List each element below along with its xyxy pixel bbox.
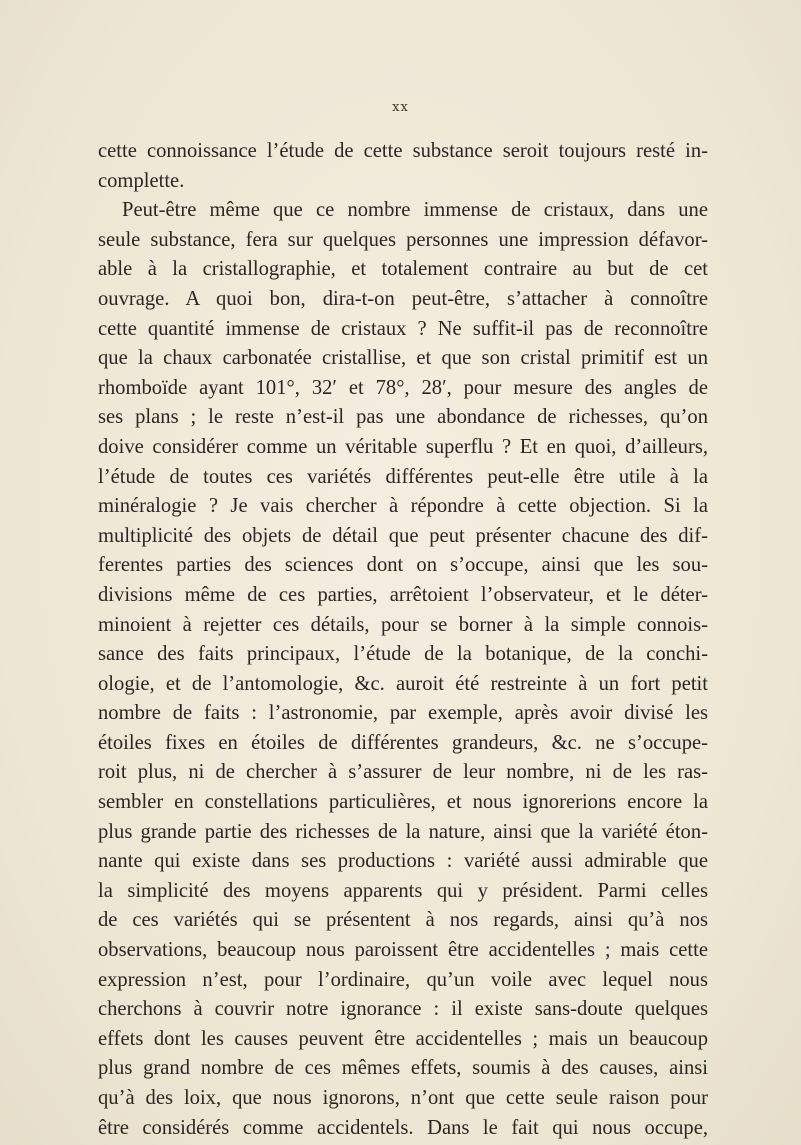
text-line: la simplicité des moyens apparents qui y président. Parmi celles xyxy=(98,879,708,902)
body-text xyxy=(98,137,708,1143)
text-line: able à la cristallographie, et totalement contraire au but de cet xyxy=(98,258,708,281)
text-line: roit plus, ni de chercher à s’assurer de leur nombre, ni de les ras- xyxy=(98,761,708,784)
text-line: divisions même de ces parties, arrêtoient l’observateur, et le déter- xyxy=(98,583,708,606)
text-line: cette quantité immense de cristaux ? Ne suffit-il pas de reconnoître xyxy=(98,317,708,340)
text-line: ses plans ; le reste n’est-il pas une abondance de richesses, qu’on xyxy=(98,406,708,429)
text-line: être considérés comme accidentels. Dans le fait qui nous occupe, xyxy=(98,1116,708,1139)
text-line: nante qui existe dans ses productions : variété aussi admirable que xyxy=(98,850,708,873)
text-line: plus grand nombre de ces mêmes effets, soumis à des causes, ainsi xyxy=(98,1057,708,1080)
text-line: l’étude de toutes ces variétés différentes peut-elle être utile à la xyxy=(98,465,708,488)
text-line: observations, beaucoup nous paroissent être accidentelles ; mais cette xyxy=(98,939,708,962)
text-line: rhomboïde ayant 101°, 32′ et 78°, 28′, pour mesure des angles de xyxy=(98,376,708,399)
text-line: multiplicité des objets de détail que peut présenter chacune des dif- xyxy=(98,524,708,547)
text-line: minéralogie ? Je vais chercher à répondre à cette objection. Si la xyxy=(98,495,708,518)
text-line: qu’à des loix, que nous ignorons, n’ont que cette seule raison pour xyxy=(98,1087,708,1109)
text-line: cette connoissance l’étude de cette substance seroit toujours resté in- xyxy=(98,140,708,162)
text-line: plus grande partie des richesses de la nature, ainsi que la variété éton- xyxy=(98,820,708,843)
text-line: effets dont les causes peuvent être accidentelles ; mais un beaucoup xyxy=(98,1027,708,1050)
text-line: minoient à rejetter ces détails, pour se borner à la simple connois- xyxy=(98,613,708,636)
text-line: nombre de faits : l’astronomie, par exemple, après avoir divisé les xyxy=(98,702,708,725)
text-line: doive considérer comme un véritable superflu ? Et en quoi, d’ailleurs, xyxy=(98,435,708,458)
text-line: que la chaux carbonatée cristallise, et que son cristal primitif est un xyxy=(98,347,708,370)
text-line: complette. xyxy=(98,169,185,192)
text-line: Peut-être même que ce nombre immense de cristaux, dans une xyxy=(122,199,708,222)
text-line: étoiles fixes en étoiles de différentes grandeurs, &c. ne s’occupe- xyxy=(98,731,708,754)
text-line: expression n’est, pour l’ordinaire, qu’un voile avec lequel nous xyxy=(98,968,708,991)
text-line: seule substance, fera sur quelques personnes une impression défavor- xyxy=(98,228,708,251)
page-number: xx xyxy=(392,100,409,115)
text-line: sance des faits principaux, l’étude de la botanique, de la conchi- xyxy=(98,643,708,666)
text-line: sembler en constellations particulières, et nous ignorerions encore la xyxy=(98,791,708,814)
text-line: ferentes parties des sciences dont on s’occupe, ainsi que les sou- xyxy=(98,554,708,577)
text-line: cherchons à couvrir notre ignorance : il existe sans-doute quelques xyxy=(98,998,708,1021)
text-line: de ces variétés qui se présentent à nos regards, ainsi qu’à nos xyxy=(98,909,708,932)
text-line: ouvrage. A quoi bon, dira-t-on peut-être, s’attacher à connoître xyxy=(98,287,708,310)
text-line: ologie, et de l’antomologie, &c. auroit été restreinte à un fort petit xyxy=(98,672,708,695)
